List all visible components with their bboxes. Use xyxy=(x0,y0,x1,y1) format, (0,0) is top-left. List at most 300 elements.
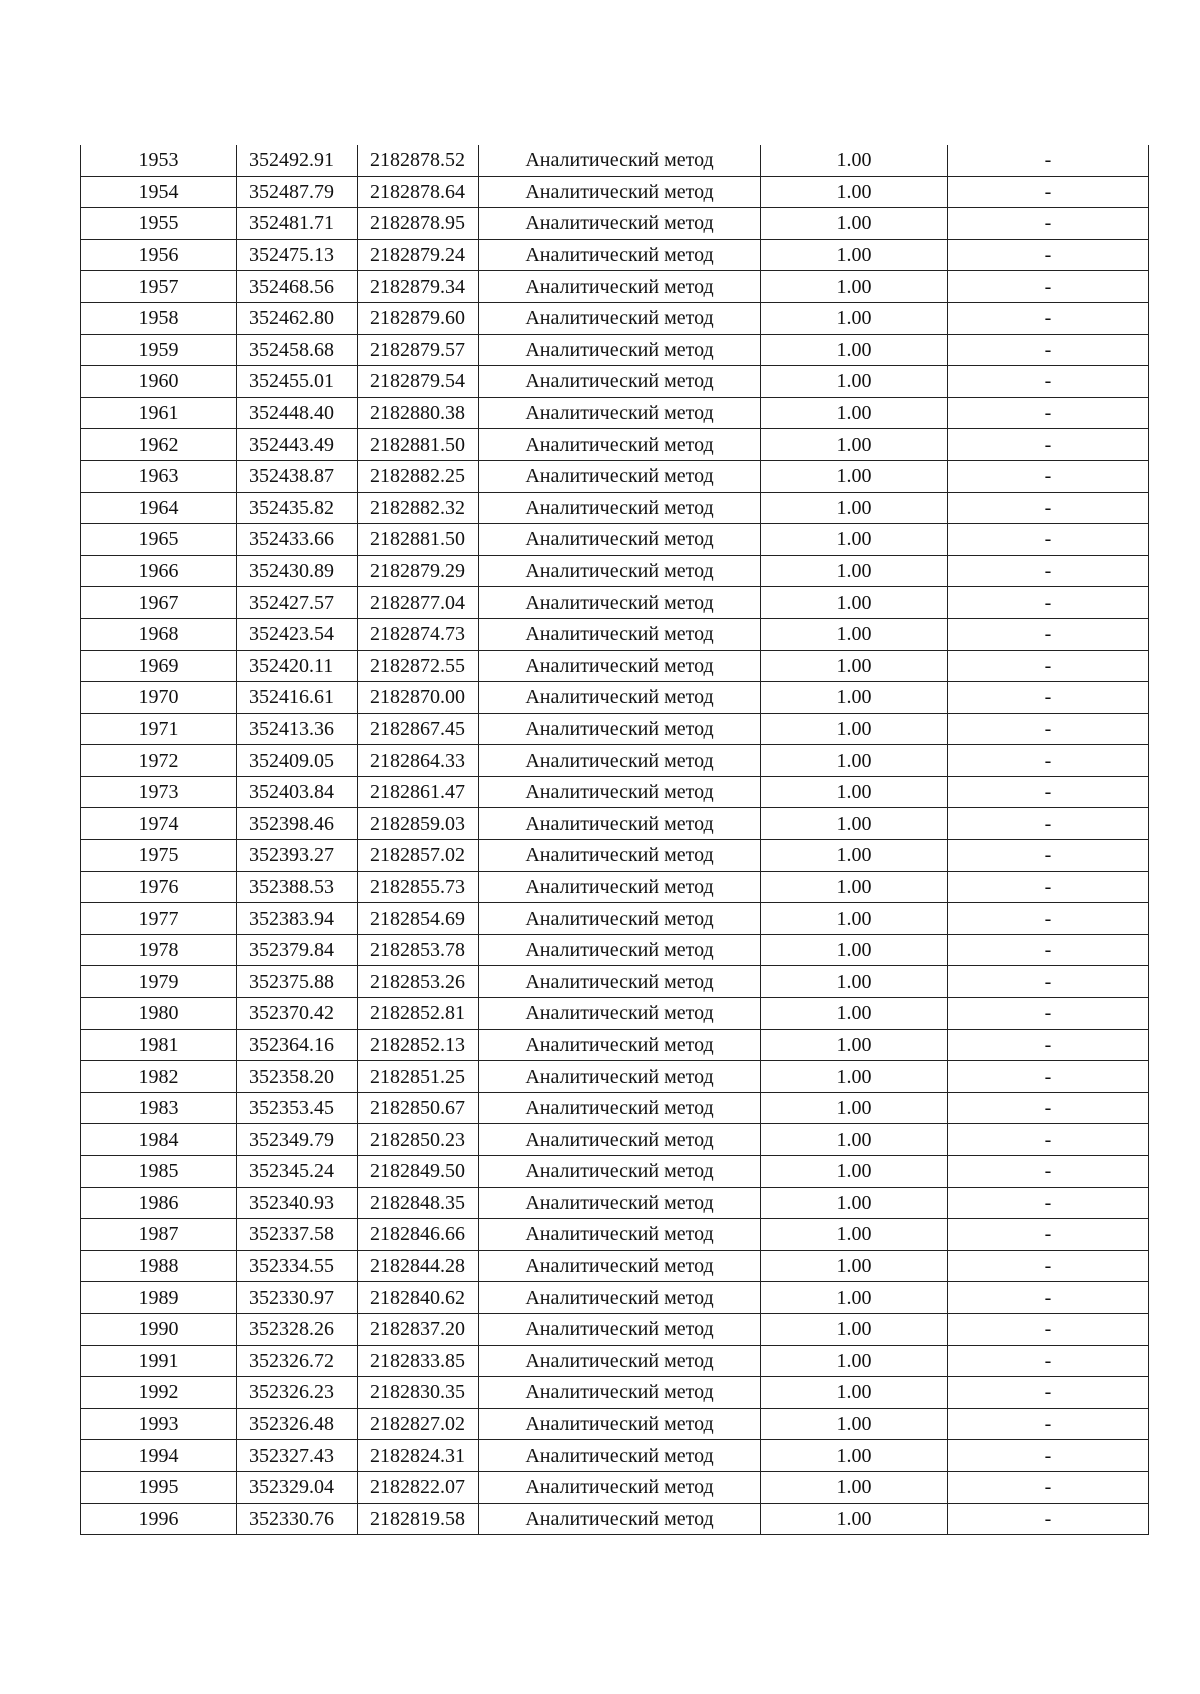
table-row xyxy=(81,334,1149,366)
note-cell: - xyxy=(948,1029,1149,1061)
y-coordinate-cell: 2182850.67 xyxy=(358,1092,479,1124)
table-row xyxy=(81,302,1149,334)
y-coordinate-cell: 2182882.25 xyxy=(358,460,479,492)
accuracy-cell: 1.00 xyxy=(761,1250,948,1282)
point-number-cell: 1986 xyxy=(81,1187,237,1219)
note-cell: - xyxy=(948,776,1149,808)
accuracy-cell: 1.00 xyxy=(761,618,948,650)
accuracy-cell: 1.00 xyxy=(761,587,948,619)
accuracy-cell: 1.00 xyxy=(761,871,948,903)
note-cell: - xyxy=(948,1440,1149,1472)
table-row xyxy=(81,618,1149,650)
point-number-cell: 1980 xyxy=(81,998,237,1030)
point-number-cell: 1969 xyxy=(81,650,237,682)
note-cell: - xyxy=(948,1408,1149,1440)
y-coordinate-cell: 2182878.95 xyxy=(358,208,479,240)
method-cell: Аналитический метод xyxy=(479,366,761,398)
table-row xyxy=(81,998,1149,1030)
accuracy-cell: 1.00 xyxy=(761,713,948,745)
table-row xyxy=(81,745,1149,777)
method-cell: Аналитический метод xyxy=(479,145,761,176)
method-cell: Аналитический метод xyxy=(479,745,761,777)
table-row xyxy=(81,460,1149,492)
accuracy-cell: 1.00 xyxy=(761,366,948,398)
y-coordinate-cell: 2182855.73 xyxy=(358,871,479,903)
y-coordinate-cell: 2182878.52 xyxy=(358,145,479,176)
x-coordinate-cell: 352329.04 xyxy=(237,1471,358,1503)
x-coordinate-cell: 352328.26 xyxy=(237,1313,358,1345)
table-row xyxy=(81,1440,1149,1472)
accuracy-cell: 1.00 xyxy=(761,808,948,840)
x-coordinate-cell: 352379.84 xyxy=(237,934,358,966)
x-coordinate-cell: 352462.80 xyxy=(237,302,358,334)
x-coordinate-cell: 352427.57 xyxy=(237,587,358,619)
accuracy-cell: 1.00 xyxy=(761,1156,948,1188)
accuracy-cell: 1.00 xyxy=(761,302,948,334)
accuracy-cell: 1.00 xyxy=(761,650,948,682)
accuracy-cell: 1.00 xyxy=(761,1377,948,1409)
note-cell: - xyxy=(948,208,1149,240)
y-coordinate-cell: 2182881.50 xyxy=(358,429,479,461)
point-number-cell: 1955 xyxy=(81,208,237,240)
note-cell: - xyxy=(948,650,1149,682)
x-coordinate-cell: 352353.45 xyxy=(237,1092,358,1124)
point-number-cell: 1983 xyxy=(81,1092,237,1124)
table-row xyxy=(81,1345,1149,1377)
point-number-cell: 1984 xyxy=(81,1124,237,1156)
y-coordinate-cell: 2182859.03 xyxy=(358,808,479,840)
note-cell: - xyxy=(948,1503,1149,1535)
accuracy-cell: 1.00 xyxy=(761,334,948,366)
method-cell: Аналитический метод xyxy=(479,713,761,745)
note-cell: - xyxy=(948,397,1149,429)
point-number-cell: 1953 xyxy=(81,145,237,176)
table-row xyxy=(81,1124,1149,1156)
x-coordinate-cell: 352455.01 xyxy=(237,366,358,398)
y-coordinate-cell: 2182878.64 xyxy=(358,176,479,208)
accuracy-cell: 1.00 xyxy=(761,524,948,556)
accuracy-cell: 1.00 xyxy=(761,271,948,303)
note-cell: - xyxy=(948,429,1149,461)
method-cell: Аналитический метод xyxy=(479,682,761,714)
method-cell: Аналитический метод xyxy=(479,650,761,682)
accuracy-cell: 1.00 xyxy=(761,903,948,935)
note-cell: - xyxy=(948,334,1149,366)
y-coordinate-cell: 2182840.62 xyxy=(358,1282,479,1314)
y-coordinate-cell: 2182846.66 xyxy=(358,1219,479,1251)
point-number-cell: 1990 xyxy=(81,1313,237,1345)
table-row xyxy=(81,1408,1149,1440)
method-cell: Аналитический метод xyxy=(479,1313,761,1345)
point-number-cell: 1985 xyxy=(81,1156,237,1188)
x-coordinate-cell: 352403.84 xyxy=(237,776,358,808)
table-row xyxy=(81,271,1149,303)
point-number-cell: 1987 xyxy=(81,1219,237,1251)
method-cell: Аналитический метод xyxy=(479,618,761,650)
point-number-cell: 1973 xyxy=(81,776,237,808)
x-coordinate-cell: 352443.49 xyxy=(237,429,358,461)
note-cell: - xyxy=(948,145,1149,176)
note-cell: - xyxy=(948,1282,1149,1314)
point-number-cell: 1954 xyxy=(81,176,237,208)
accuracy-cell: 1.00 xyxy=(761,1471,948,1503)
method-cell: Аналитический метод xyxy=(479,429,761,461)
method-cell: Аналитический метод xyxy=(479,1124,761,1156)
note-cell: - xyxy=(948,271,1149,303)
y-coordinate-cell: 2182853.78 xyxy=(358,934,479,966)
x-coordinate-cell: 352340.93 xyxy=(237,1187,358,1219)
note-cell: - xyxy=(948,366,1149,398)
x-coordinate-cell: 352475.13 xyxy=(237,239,358,271)
accuracy-cell: 1.00 xyxy=(761,1313,948,1345)
y-coordinate-cell: 2182824.31 xyxy=(358,1440,479,1472)
y-coordinate-cell: 2182879.24 xyxy=(358,239,479,271)
x-coordinate-cell: 352330.97 xyxy=(237,1282,358,1314)
x-coordinate-cell: 352409.05 xyxy=(237,745,358,777)
point-number-cell: 1963 xyxy=(81,460,237,492)
y-coordinate-cell: 2182852.13 xyxy=(358,1029,479,1061)
note-cell: - xyxy=(948,745,1149,777)
y-coordinate-cell: 2182822.07 xyxy=(358,1471,479,1503)
table-row xyxy=(81,840,1149,872)
accuracy-cell: 1.00 xyxy=(761,1219,948,1251)
accuracy-cell: 1.00 xyxy=(761,239,948,271)
method-cell: Аналитический метод xyxy=(479,1250,761,1282)
note-cell: - xyxy=(948,1345,1149,1377)
x-coordinate-cell: 352438.87 xyxy=(237,460,358,492)
y-coordinate-cell: 2182844.28 xyxy=(358,1250,479,1282)
table-row xyxy=(81,1471,1149,1503)
method-cell: Аналитический метод xyxy=(479,808,761,840)
accuracy-cell: 1.00 xyxy=(761,1124,948,1156)
table-row xyxy=(81,903,1149,935)
note-cell: - xyxy=(948,1061,1149,1093)
accuracy-cell: 1.00 xyxy=(761,1503,948,1535)
y-coordinate-cell: 2182854.69 xyxy=(358,903,479,935)
accuracy-cell: 1.00 xyxy=(761,1029,948,1061)
point-number-cell: 1970 xyxy=(81,682,237,714)
y-coordinate-cell: 2182849.50 xyxy=(358,1156,479,1188)
point-number-cell: 1968 xyxy=(81,618,237,650)
point-number-cell: 1958 xyxy=(81,302,237,334)
note-cell: - xyxy=(948,713,1149,745)
note-cell: - xyxy=(948,998,1149,1030)
note-cell: - xyxy=(948,555,1149,587)
x-coordinate-cell: 352358.20 xyxy=(237,1061,358,1093)
point-number-cell: 1989 xyxy=(81,1282,237,1314)
coordinates-table xyxy=(80,145,1149,1535)
y-coordinate-cell: 2182837.20 xyxy=(358,1313,479,1345)
point-number-cell: 1971 xyxy=(81,713,237,745)
note-cell: - xyxy=(948,1250,1149,1282)
table-row xyxy=(81,524,1149,556)
table-row xyxy=(81,429,1149,461)
accuracy-cell: 1.00 xyxy=(761,966,948,998)
method-cell: Аналитический метод xyxy=(479,334,761,366)
table-row xyxy=(81,1377,1149,1409)
table-row xyxy=(81,145,1149,176)
accuracy-cell: 1.00 xyxy=(761,145,948,176)
table-row xyxy=(81,808,1149,840)
note-cell: - xyxy=(948,492,1149,524)
table-row xyxy=(81,934,1149,966)
note-cell: - xyxy=(948,840,1149,872)
y-coordinate-cell: 2182850.23 xyxy=(358,1124,479,1156)
x-coordinate-cell: 352370.42 xyxy=(237,998,358,1030)
x-coordinate-cell: 352492.91 xyxy=(237,145,358,176)
method-cell: Аналитический метод xyxy=(479,998,761,1030)
note-cell: - xyxy=(948,1219,1149,1251)
method-cell: Аналитический метод xyxy=(479,1408,761,1440)
accuracy-cell: 1.00 xyxy=(761,429,948,461)
accuracy-cell: 1.00 xyxy=(761,998,948,1030)
method-cell: Аналитический метод xyxy=(479,460,761,492)
x-coordinate-cell: 352334.55 xyxy=(237,1250,358,1282)
accuracy-cell: 1.00 xyxy=(761,682,948,714)
table-row xyxy=(81,1156,1149,1188)
accuracy-cell: 1.00 xyxy=(761,492,948,524)
method-cell: Аналитический метод xyxy=(479,1219,761,1251)
accuracy-cell: 1.00 xyxy=(761,840,948,872)
x-coordinate-cell: 352327.43 xyxy=(237,1440,358,1472)
note-cell: - xyxy=(948,1124,1149,1156)
point-number-cell: 1995 xyxy=(81,1471,237,1503)
method-cell: Аналитический метод xyxy=(479,397,761,429)
method-cell: Аналитический метод xyxy=(479,302,761,334)
method-cell: Аналитический метод xyxy=(479,239,761,271)
x-coordinate-cell: 352420.11 xyxy=(237,650,358,682)
table-row xyxy=(81,397,1149,429)
point-number-cell: 1972 xyxy=(81,745,237,777)
table-row xyxy=(81,587,1149,619)
x-coordinate-cell: 352433.66 xyxy=(237,524,358,556)
point-number-cell: 1956 xyxy=(81,239,237,271)
method-cell: Аналитический метод xyxy=(479,176,761,208)
accuracy-cell: 1.00 xyxy=(761,1345,948,1377)
x-coordinate-cell: 352383.94 xyxy=(237,903,358,935)
note-cell: - xyxy=(948,682,1149,714)
table-row xyxy=(81,1313,1149,1345)
y-coordinate-cell: 2182853.26 xyxy=(358,966,479,998)
accuracy-cell: 1.00 xyxy=(761,176,948,208)
method-cell: Аналитический метод xyxy=(479,587,761,619)
method-cell: Аналитический метод xyxy=(479,966,761,998)
method-cell: Аналитический метод xyxy=(479,208,761,240)
point-number-cell: 1976 xyxy=(81,871,237,903)
note-cell: - xyxy=(948,871,1149,903)
method-cell: Аналитический метод xyxy=(479,555,761,587)
y-coordinate-cell: 2182879.60 xyxy=(358,302,479,334)
x-coordinate-cell: 352345.24 xyxy=(237,1156,358,1188)
x-coordinate-cell: 352398.46 xyxy=(237,808,358,840)
method-cell: Аналитический метод xyxy=(479,492,761,524)
x-coordinate-cell: 352364.16 xyxy=(237,1029,358,1061)
accuracy-cell: 1.00 xyxy=(761,1092,948,1124)
note-cell: - xyxy=(948,239,1149,271)
table-row xyxy=(81,1092,1149,1124)
y-coordinate-cell: 2182827.02 xyxy=(358,1408,479,1440)
y-coordinate-cell: 2182877.04 xyxy=(358,587,479,619)
point-number-cell: 1959 xyxy=(81,334,237,366)
x-coordinate-cell: 352413.36 xyxy=(237,713,358,745)
note-cell: - xyxy=(948,1313,1149,1345)
y-coordinate-cell: 2182867.45 xyxy=(358,713,479,745)
accuracy-cell: 1.00 xyxy=(761,1187,948,1219)
table-row xyxy=(81,1219,1149,1251)
note-cell: - xyxy=(948,176,1149,208)
table-row xyxy=(81,650,1149,682)
point-number-cell: 1961 xyxy=(81,397,237,429)
table-row xyxy=(81,1029,1149,1061)
x-coordinate-cell: 352393.27 xyxy=(237,840,358,872)
note-cell: - xyxy=(948,1187,1149,1219)
note-cell: - xyxy=(948,808,1149,840)
note-cell: - xyxy=(948,618,1149,650)
table-row xyxy=(81,239,1149,271)
point-number-cell: 1992 xyxy=(81,1377,237,1409)
accuracy-cell: 1.00 xyxy=(761,397,948,429)
method-cell: Аналитический метод xyxy=(479,1282,761,1314)
accuracy-cell: 1.00 xyxy=(761,555,948,587)
point-number-cell: 1988 xyxy=(81,1250,237,1282)
accuracy-cell: 1.00 xyxy=(761,1408,948,1440)
x-coordinate-cell: 352448.40 xyxy=(237,397,358,429)
point-number-cell: 1993 xyxy=(81,1408,237,1440)
point-number-cell: 1981 xyxy=(81,1029,237,1061)
point-number-cell: 1977 xyxy=(81,903,237,935)
coordinates-table-body xyxy=(81,145,1149,1535)
table-row xyxy=(81,1187,1149,1219)
x-coordinate-cell: 352326.23 xyxy=(237,1377,358,1409)
point-number-cell: 1991 xyxy=(81,1345,237,1377)
point-number-cell: 1982 xyxy=(81,1061,237,1093)
table-row xyxy=(81,776,1149,808)
accuracy-cell: 1.00 xyxy=(761,776,948,808)
x-coordinate-cell: 352458.68 xyxy=(237,334,358,366)
accuracy-cell: 1.00 xyxy=(761,745,948,777)
y-coordinate-cell: 2182879.57 xyxy=(358,334,479,366)
note-cell: - xyxy=(948,1471,1149,1503)
table-row xyxy=(81,555,1149,587)
method-cell: Аналитический метод xyxy=(479,1156,761,1188)
y-coordinate-cell: 2182852.81 xyxy=(358,998,479,1030)
point-number-cell: 1960 xyxy=(81,366,237,398)
note-cell: - xyxy=(948,934,1149,966)
method-cell: Аналитический метод xyxy=(479,1061,761,1093)
method-cell: Аналитический метод xyxy=(479,840,761,872)
table-row xyxy=(81,966,1149,998)
table-row xyxy=(81,871,1149,903)
y-coordinate-cell: 2182830.35 xyxy=(358,1377,479,1409)
y-coordinate-cell: 2182879.54 xyxy=(358,366,479,398)
point-number-cell: 1975 xyxy=(81,840,237,872)
method-cell: Аналитический метод xyxy=(479,776,761,808)
table-row xyxy=(81,1503,1149,1535)
x-coordinate-cell: 352423.54 xyxy=(237,618,358,650)
x-coordinate-cell: 352330.76 xyxy=(237,1503,358,1535)
point-number-cell: 1966 xyxy=(81,555,237,587)
y-coordinate-cell: 2182872.55 xyxy=(358,650,479,682)
table-row xyxy=(81,208,1149,240)
method-cell: Аналитический метод xyxy=(479,1345,761,1377)
method-cell: Аналитический метод xyxy=(479,1471,761,1503)
method-cell: Аналитический метод xyxy=(479,524,761,556)
table-row xyxy=(81,176,1149,208)
note-cell: - xyxy=(948,587,1149,619)
y-coordinate-cell: 2182848.35 xyxy=(358,1187,479,1219)
y-coordinate-cell: 2182879.29 xyxy=(358,555,479,587)
y-coordinate-cell: 2182819.58 xyxy=(358,1503,479,1535)
point-number-cell: 1967 xyxy=(81,587,237,619)
x-coordinate-cell: 352468.56 xyxy=(237,271,358,303)
y-coordinate-cell: 2182861.47 xyxy=(358,776,479,808)
x-coordinate-cell: 352435.82 xyxy=(237,492,358,524)
note-cell: - xyxy=(948,524,1149,556)
method-cell: Аналитический метод xyxy=(479,1187,761,1219)
table-row xyxy=(81,682,1149,714)
point-number-cell: 1996 xyxy=(81,1503,237,1535)
method-cell: Аналитический метод xyxy=(479,1377,761,1409)
y-coordinate-cell: 2182879.34 xyxy=(358,271,479,303)
table-row xyxy=(81,1250,1149,1282)
point-number-cell: 1962 xyxy=(81,429,237,461)
table-row xyxy=(81,713,1149,745)
method-cell: Аналитический метод xyxy=(479,871,761,903)
method-cell: Аналитический метод xyxy=(479,1503,761,1535)
method-cell: Аналитический метод xyxy=(479,1029,761,1061)
x-coordinate-cell: 352337.58 xyxy=(237,1219,358,1251)
accuracy-cell: 1.00 xyxy=(761,934,948,966)
point-number-cell: 1965 xyxy=(81,524,237,556)
y-coordinate-cell: 2182857.02 xyxy=(358,840,479,872)
x-coordinate-cell: 352375.88 xyxy=(237,966,358,998)
x-coordinate-cell: 352349.79 xyxy=(237,1124,358,1156)
point-number-cell: 1974 xyxy=(81,808,237,840)
x-coordinate-cell: 352326.48 xyxy=(237,1408,358,1440)
x-coordinate-cell: 352416.61 xyxy=(237,682,358,714)
accuracy-cell: 1.00 xyxy=(761,1061,948,1093)
y-coordinate-cell: 2182882.32 xyxy=(358,492,479,524)
point-number-cell: 1957 xyxy=(81,271,237,303)
table-row xyxy=(81,1282,1149,1314)
x-coordinate-cell: 352388.53 xyxy=(237,871,358,903)
table-row xyxy=(81,366,1149,398)
point-number-cell: 1978 xyxy=(81,934,237,966)
y-coordinate-cell: 2182870.00 xyxy=(358,682,479,714)
y-coordinate-cell: 2182833.85 xyxy=(358,1345,479,1377)
accuracy-cell: 1.00 xyxy=(761,1282,948,1314)
note-cell: - xyxy=(948,966,1149,998)
note-cell: - xyxy=(948,903,1149,935)
table-row xyxy=(81,492,1149,524)
point-number-cell: 1964 xyxy=(81,492,237,524)
accuracy-cell: 1.00 xyxy=(761,460,948,492)
method-cell: Аналитический метод xyxy=(479,934,761,966)
method-cell: Аналитический метод xyxy=(479,1092,761,1124)
note-cell: - xyxy=(948,460,1149,492)
table-row xyxy=(81,1061,1149,1093)
point-number-cell: 1979 xyxy=(81,966,237,998)
note-cell: - xyxy=(948,1156,1149,1188)
note-cell: - xyxy=(948,1092,1149,1124)
y-coordinate-cell: 2182851.25 xyxy=(358,1061,479,1093)
note-cell: - xyxy=(948,1377,1149,1409)
y-coordinate-cell: 2182880.38 xyxy=(358,397,479,429)
y-coordinate-cell: 2182881.50 xyxy=(358,524,479,556)
method-cell: Аналитический метод xyxy=(479,903,761,935)
y-coordinate-cell: 2182874.73 xyxy=(358,618,479,650)
accuracy-cell: 1.00 xyxy=(761,1440,948,1472)
